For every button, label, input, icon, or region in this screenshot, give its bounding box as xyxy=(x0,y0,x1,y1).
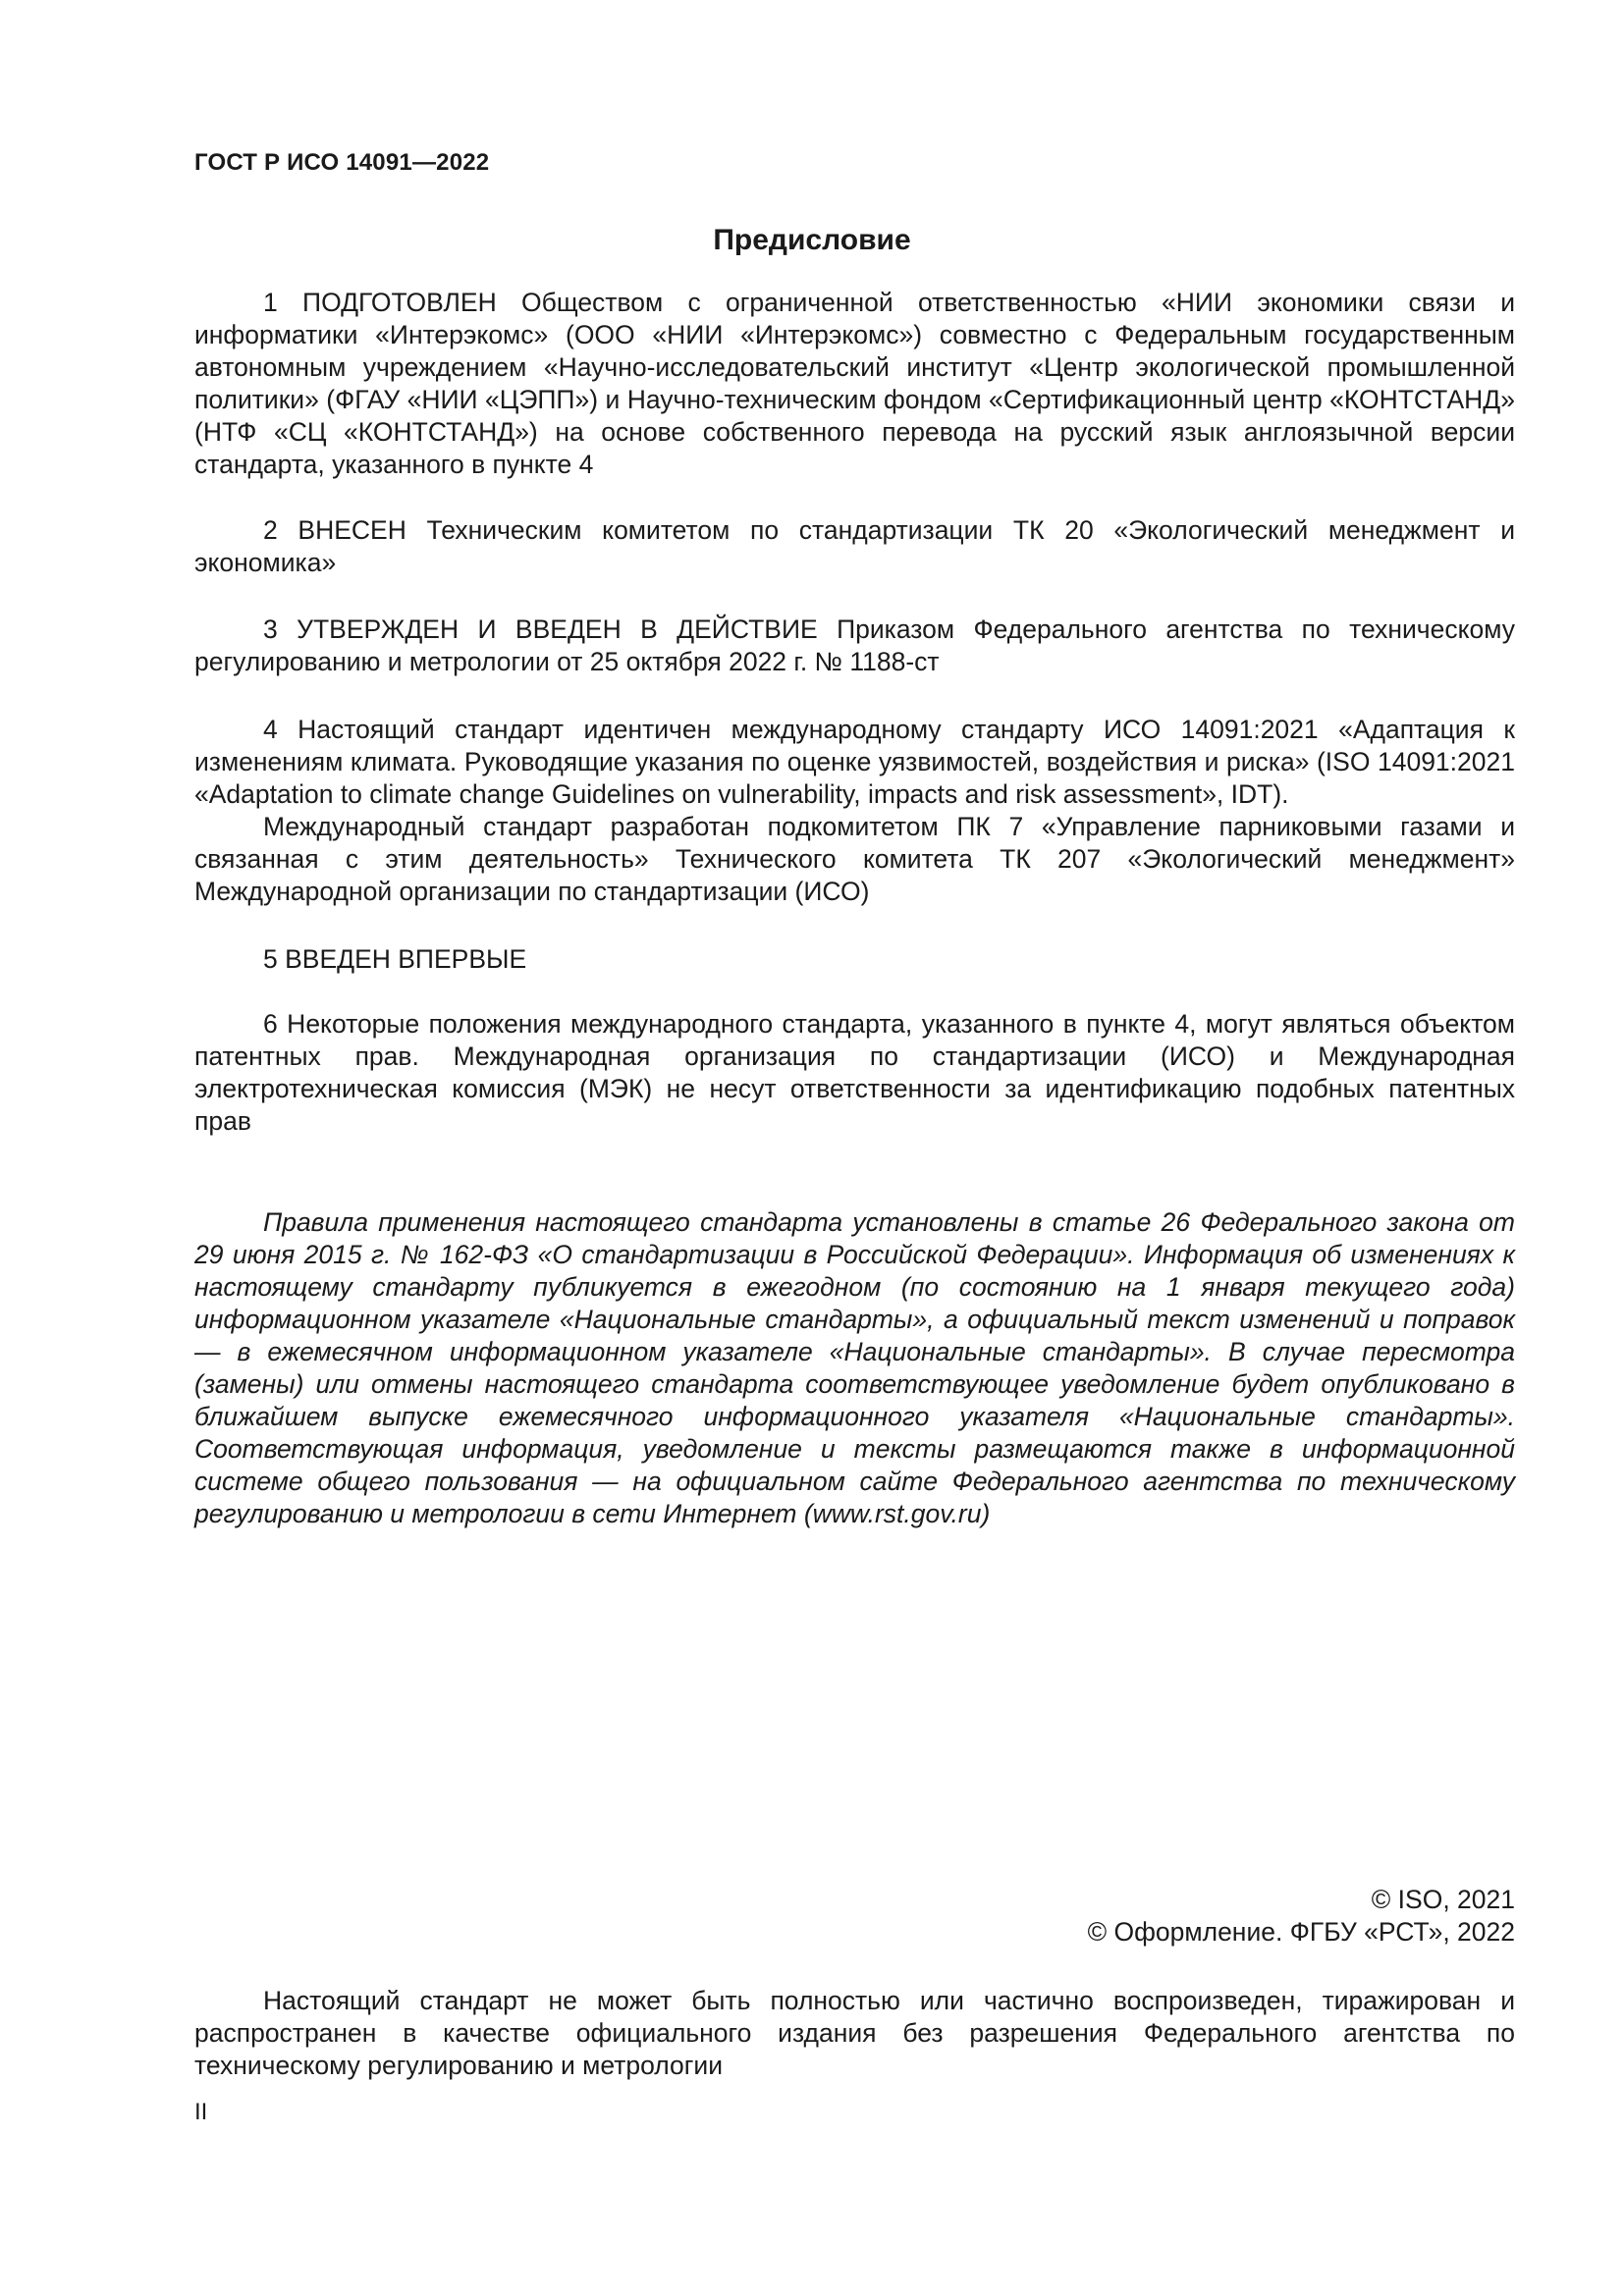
reproduction-notice: Настоящий стандарт не может быть полностью или частично воспроизведен, тиражирован и распространен в качестве официального издания без разрешения Федерального агентства по техническому регулированию и метрологии xyxy=(194,1986,1515,2080)
paragraph-6-patent-rights: 6 Некоторые положения международного стандарта, указанного в пункте 4, могут являться объектом патентных прав. Международная организация по стандартизации (ИСО) и Международная электротехническая комиссия (МЭК) не несут ответственности за идентификацию подобных патентных прав xyxy=(194,1009,1515,1136)
paragraph-3-approved: 3 УТВЕРЖДЕН И ВВЕДЕН В ДЕЙСТВИЕ Приказом Федерального агентства по техническому регулированию и метрологии от 25 октября 2022 г. № 1188-ст xyxy=(194,614,1515,676)
paragraph-4-developed-by: Международный стандарт разработан подкомитетом ПК 7 «Управление парниковыми газами и связанная с этим деятельность» Технического комитета ТК 207 «Экологический менеджмент» Международной организации по стандартизации (ИСО) xyxy=(194,812,1515,906)
paragraph-5-first-introduced: 5 ВВЕДЕН ВПЕРВЫЕ xyxy=(263,944,527,974)
page-number: II xyxy=(194,2099,208,2125)
paragraph-2-submitted-by: 2 ВНЕСЕН Техническим комитетом по стандартизации ТК 20 «Экологический менеджмент и экономика» xyxy=(194,515,1515,577)
paragraph-4-identical-to: 4 Настоящий стандарт идентичен международному стандарту ИСО 14091:2021 «Адаптация к изменениям климата. Руководящие указания по оценке уязвимостей, воздействия и риска» (ISO 14091:2021 «Adaptation to climate change Guidelines on vulnerability, impacts and risk assessment», IDT). xyxy=(194,715,1515,809)
copyright-iso: © ISO, 2021 xyxy=(1371,1885,1515,1914)
rules-of-application-notice: Правила применения настоящего стандарта установлены в статье 26 Федерального закона от 29 июня 2015 г. № 162-ФЗ «О стандартизации в Российской Федерации». Информация об изменениях к настоящему стандарту публикуется в ежегодном (по состоянию на 1 января текущего года) информационном указателе «Национальные стандарты», а официальный текст изменений и поправок — в ежемесячном информационном указателе «Национальные стандарты». В случае пересмотра (замены) или отмены настоящего стандарта соответствующее уведомление будет опубликовано в ближайшем выпуске ежемесячного информационного указателя «Национальные стандарты». Соответствующая информация, уведомление и тексты размещаются также в информационной системе общего пользования — на официальном сайте Федерального агентства по техническому регулированию и метрологии в сети Интернет (www.rst.gov.ru) xyxy=(194,1207,1515,1528)
paragraph-1-prepared-by: 1 ПОДГОТОВЛЕН Обществом с ограниченной ответственностью «НИИ экономики связи и информатики «Интерэкомс» (ООО «НИИ «Интерэкомс») совместно с Федеральным государственным автономным учреждением «Научно-исследовательский институт «Центр экологической промышленной политики» (ФГАУ «НИИ «ЦЭПП») и Научно-техническим фондом «Сертификационный центр «КОНТСТАНД» (НТФ «СЦ «КОНТСТАНД») на основе собственного перевода на русский язык англоязычной версии стандарта, указанного в пункте 4 xyxy=(194,288,1515,479)
page-title: Предисловие xyxy=(713,224,911,256)
standard-code-header: ГОСТ Р ИСО 14091—2022 xyxy=(194,149,490,176)
copyright-rst: © Оформление. ФГБУ «РСТ», 2022 xyxy=(1087,1917,1515,1947)
